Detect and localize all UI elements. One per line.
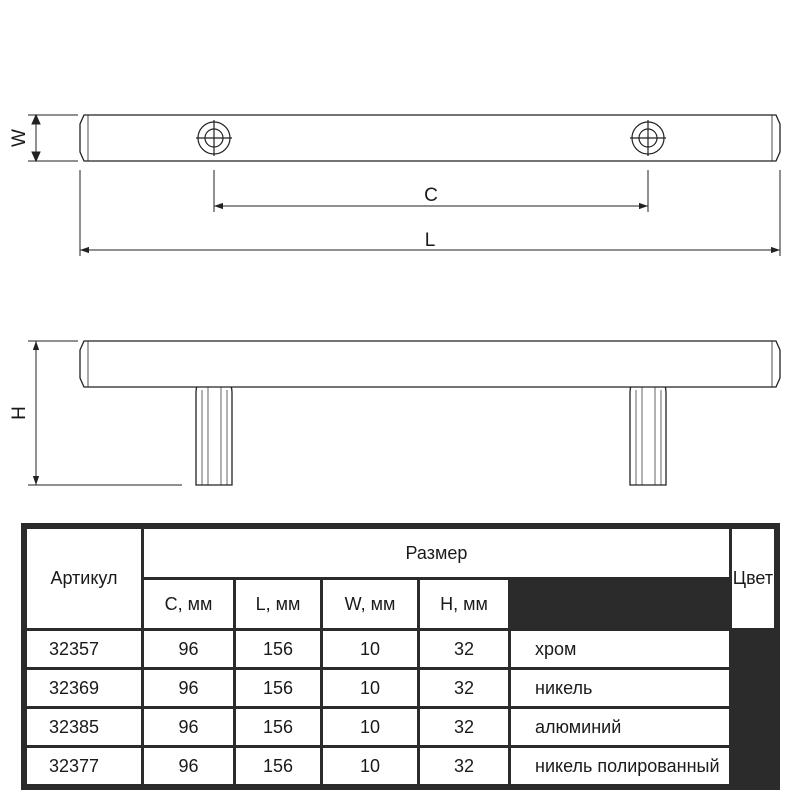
cell-h: 32 — [420, 670, 508, 706]
cell-w: 10 — [323, 709, 417, 745]
cell-h: 32 — [420, 631, 508, 667]
cell-article: 32357 — [27, 631, 141, 667]
cell-c: 96 — [144, 670, 233, 706]
cell-article: 32369 — [27, 670, 141, 706]
spec-table — [21, 523, 780, 790]
cell-article: 32377 — [27, 748, 141, 784]
header-w: W, мм — [323, 580, 417, 628]
cell-l: 156 — [236, 631, 320, 667]
cell-w: 10 — [323, 631, 417, 667]
cell-color: никель — [511, 670, 729, 706]
label-h: H — [9, 406, 30, 420]
dimension-w — [28, 115, 78, 161]
top-view — [28, 115, 780, 256]
side-view — [28, 341, 780, 485]
label-c: C — [424, 185, 438, 206]
header-h: H, мм — [420, 580, 508, 628]
cell-l: 156 — [236, 670, 320, 706]
cell-color: хром — [511, 631, 729, 667]
table-row — [27, 709, 774, 745]
cell-l: 156 — [236, 748, 320, 784]
header-article: Артикул — [27, 529, 141, 628]
header-l: L, мм — [236, 580, 320, 628]
handle-bar-top-view — [80, 115, 780, 161]
cell-h: 32 — [420, 709, 508, 745]
handle-leg-left — [196, 376, 232, 485]
cell-c: 96 — [144, 748, 233, 784]
cell-w: 10 — [323, 748, 417, 784]
cell-color: алюминий — [511, 709, 729, 745]
handle-bar-side-view — [80, 341, 780, 387]
cell-article: 32385 — [27, 709, 141, 745]
header-size-group: Размер — [144, 529, 729, 577]
cell-color: никель полированный — [511, 748, 729, 784]
cell-h: 32 — [420, 748, 508, 784]
header-color: Цвет — [732, 529, 774, 628]
table-row — [27, 631, 774, 667]
cell-w: 10 — [323, 670, 417, 706]
header-c: C, мм — [144, 580, 233, 628]
cell-c: 96 — [144, 709, 233, 745]
table-row — [27, 748, 774, 784]
handle-leg-right — [630, 376, 666, 485]
cell-c: 96 — [144, 631, 233, 667]
label-w: W — [9, 129, 30, 147]
label-l: L — [424, 230, 436, 251]
cell-l: 156 — [236, 709, 320, 745]
table-row — [27, 670, 774, 706]
